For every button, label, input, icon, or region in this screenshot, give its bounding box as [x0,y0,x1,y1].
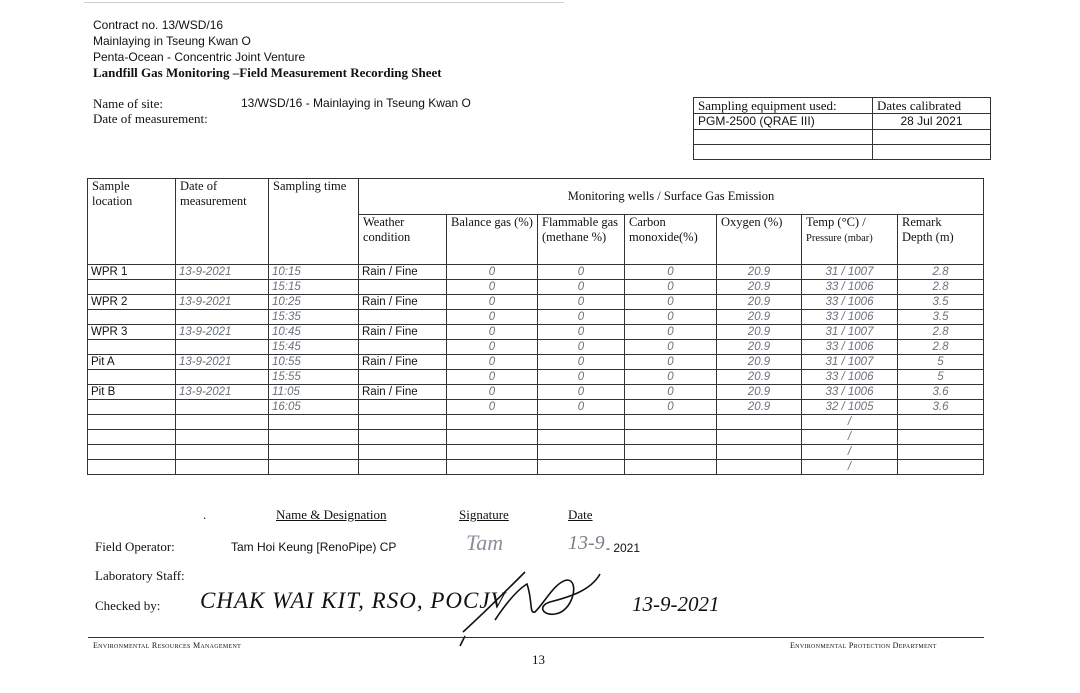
temp-pressure-cell: 32 / 1005 [802,400,898,415]
table-row [88,280,984,295]
sample-location-cell [88,340,176,355]
depth-cell: 2.8 [898,265,984,280]
oxygen-cell: 20.9 [717,280,802,295]
table-row [88,445,984,460]
site-name-label: Name of site: [93,96,164,111]
weather-cell: Rain / Fine [359,325,447,340]
document-header [93,17,442,81]
temp-pressure-cell: 33 / 1006 [802,295,898,310]
measurement-table [87,178,984,475]
measurement-date-label: Date of measurement: [93,111,208,126]
sample-location-cell [88,280,176,295]
temp-pressure-cell: 31 / 1007 [802,265,898,280]
depth-cell: 3.5 [898,310,984,325]
balance-gas-cell: 0 [447,385,538,400]
equipment-cell [694,145,873,160]
flammable-gas-cell: 0 [538,355,625,370]
date-cell: 13-9-2021 [176,355,269,370]
date-cell: 13-9-2021 [176,295,269,310]
table-row [88,340,984,355]
header-pressure: Pressure (mbar) [806,233,873,244]
header-oxygen: Oxygen (%) [717,215,802,265]
site-name-value: 13/WSD/16 - Mainlaying in Tseung Kwan O [241,96,471,110]
oxygen-cell: 20.9 [717,325,802,340]
carbon-monoxide-cell [625,415,717,430]
table-row [88,430,984,445]
sample-location-cell [88,370,176,385]
oxygen-cell: 20.9 [717,340,802,355]
weather-cell [359,445,447,460]
carbon-monoxide-cell [625,460,717,475]
carbon-monoxide-cell: 0 [625,385,717,400]
table-row [88,385,984,400]
depth-cell: 2.8 [898,340,984,355]
measurement-rows [88,265,984,475]
oxygen-cell: 20.9 [717,385,802,400]
flammable-gas-cell: 0 [538,295,625,310]
field-operator-date-handwritten: 13-9 [568,532,605,554]
sample-location-cell: Pit B [88,385,176,400]
header-temp: Temp (°C) / [806,215,866,229]
sample-location-cell [88,310,176,325]
signoff-dot: . [203,507,207,522]
sample-location-cell [88,400,176,415]
balance-gas-cell [447,445,538,460]
weather-cell [359,280,447,295]
header-monitoring-group: Monitoring wells / Surface Gas Emission [359,179,984,215]
temp-pressure-cell: 33 / 1006 [802,280,898,295]
oxygen-cell: 20.9 [717,310,802,325]
footer-left: Environmental Resources Management [93,641,242,650]
header-sample-location: Sample location [88,179,176,265]
oxygen-cell: 20.9 [717,400,802,415]
weather-cell: Rain / Fine [359,295,447,310]
flammable-gas-cell [538,430,625,445]
equipment-table [693,97,991,160]
table-row [88,265,984,280]
date-cell [176,340,269,355]
time-cell: 15:55 [269,370,359,385]
depth-cell [898,430,984,445]
date-cell: 13-9-2021 [176,265,269,280]
balance-gas-cell [447,430,538,445]
depth-cell [898,415,984,430]
checked-by-label: Checked by: [95,598,161,613]
weather-cell: Rain / Fine [359,355,447,370]
table-row [88,460,984,475]
checked-by-signature-scribble [455,562,605,652]
header-remark-depth [898,215,984,265]
lab-staff-label: Laboratory Staff: [95,568,185,583]
signoff-signature-header: Signature [459,507,509,522]
oxygen-cell: 20.9 [717,265,802,280]
sample-location-cell [88,460,176,475]
page-number: 13 [532,652,545,667]
flammable-gas-cell: 0 [538,310,625,325]
oxygen-cell: 20.9 [717,370,802,385]
time-cell: 15:35 [269,310,359,325]
temp-pressure-cell: / [802,445,898,460]
flammable-gas-cell: 0 [538,400,625,415]
field-operator-label: Field Operator: [95,539,175,554]
checked-by-date: 13-9-2021 [632,592,720,616]
depth-cell: 3.5 [898,295,984,310]
flammable-gas-cell: 0 [538,340,625,355]
table-row [88,370,984,385]
date-cell [176,445,269,460]
sample-location-cell [88,430,176,445]
flammable-gas-cell [538,445,625,460]
depth-cell: 3.6 [898,400,984,415]
table-row [88,310,984,325]
header-balance-gas: Balance gas (%) [447,215,538,265]
temp-pressure-cell: 33 / 1006 [802,370,898,385]
carbon-monoxide-cell [625,430,717,445]
flammable-gas-cell [538,415,625,430]
flammable-gas-cell [538,460,625,475]
weather-cell [359,430,447,445]
carbon-monoxide-cell: 0 [625,355,717,370]
depth-cell: 3.6 [898,385,984,400]
header-weather: Weather condition [359,215,447,265]
oxygen-cell [717,460,802,475]
header-remark: Remark [902,215,942,229]
signoff-name-header: Name & Designation [276,507,387,522]
equipment-cell [694,130,873,145]
balance-gas-cell: 0 [447,310,538,325]
time-cell: 10:55 [269,355,359,370]
carbon-monoxide-cell: 0 [625,295,717,310]
contract-number: Contract no. 13/WSD/16 [93,18,224,32]
table-row [88,325,984,340]
time-cell: 10:15 [269,265,359,280]
sample-location-cell: WPR 2 [88,295,176,310]
sheet-title: Landfill Gas Monitoring –Field Measurement Recording Sheet [93,65,442,80]
header-depth: Depth (m) [902,230,954,244]
weather-cell: Rain / Fine [359,385,447,400]
temp-pressure-cell: 31 / 1007 [802,355,898,370]
oxygen-cell [717,430,802,445]
calibration-cell: 28 Jul 2021 [873,114,991,130]
time-cell [269,430,359,445]
time-cell: 16:05 [269,400,359,415]
carbon-monoxide-cell: 0 [625,280,717,295]
flammable-gas-cell: 0 [538,325,625,340]
oxygen-cell [717,445,802,460]
carbon-monoxide-cell: 0 [625,340,717,355]
date-cell [176,280,269,295]
sample-location-cell: WPR 3 [88,325,176,340]
date-cell [176,415,269,430]
weather-cell [359,370,447,385]
depth-cell: 5 [898,355,984,370]
table-row [88,295,984,310]
balance-gas-cell: 0 [447,265,538,280]
weather-cell [359,415,447,430]
temp-pressure-cell: 33 / 1006 [802,385,898,400]
balance-gas-cell [447,460,538,475]
time-cell: 10:25 [269,295,359,310]
carbon-monoxide-cell: 0 [625,370,717,385]
field-operator-date-year: - 2021 [606,541,641,555]
temp-pressure-cell: / [802,430,898,445]
calibration-cell [873,145,991,160]
header-flammable-gas: Flammable gas (methane %) [538,215,625,265]
date-cell [176,370,269,385]
temp-pressure-cell: / [802,460,898,475]
header-sampling-time: Sampling time [269,179,359,265]
date-cell [176,430,269,445]
oxygen-cell: 20.9 [717,355,802,370]
balance-gas-cell: 0 [447,400,538,415]
equipment-header: Sampling equipment used: [694,98,873,114]
temp-pressure-cell: / [802,415,898,430]
carbon-monoxide-cell: 0 [625,310,717,325]
flammable-gas-cell: 0 [538,280,625,295]
depth-cell: 5 [898,370,984,385]
equipment-cell: PGM-2500 (QRAE III) [694,114,873,130]
sample-location-cell [88,445,176,460]
sample-location-cell [88,415,176,430]
calibration-cell [873,130,991,145]
carbon-monoxide-cell: 0 [625,325,717,340]
weather-cell [359,460,447,475]
time-cell: 15:15 [269,280,359,295]
date-cell [176,400,269,415]
flammable-gas-cell: 0 [538,265,625,280]
time-cell: 10:45 [269,325,359,340]
weather-cell: Rain / Fine [359,265,447,280]
temp-pressure-cell: 33 / 1006 [802,340,898,355]
time-cell [269,415,359,430]
field-operator-name: Tam Hoi Keung [RenoPipe) CP [231,540,397,554]
date-cell: 13-9-2021 [176,325,269,340]
weather-cell [359,310,447,325]
table-row [88,415,984,430]
carbon-monoxide-cell: 0 [625,265,717,280]
header-temp-pressure [802,215,898,265]
depth-cell [898,460,984,475]
time-cell: 15:45 [269,340,359,355]
time-cell [269,445,359,460]
calibration-header: Dates calibrated [873,98,991,114]
temp-pressure-cell: 33 / 1006 [802,310,898,325]
sample-location-cell: Pit A [88,355,176,370]
checked-by-handwritten-name: CHAK WAI KIT, RSO, POCJV [200,588,506,613]
time-cell: 11:05 [269,385,359,400]
flammable-gas-cell: 0 [538,370,625,385]
project-name: Mainlaying in Tseung Kwan O [93,34,251,48]
date-cell [176,310,269,325]
depth-cell: 2.8 [898,280,984,295]
balance-gas-cell [447,415,538,430]
balance-gas-cell: 0 [447,340,538,355]
footer-rule [88,637,984,638]
time-cell [269,460,359,475]
footer-right: Environmental Protection Department [790,641,937,650]
field-operator-signature: Tam [466,530,504,555]
flammable-gas-cell: 0 [538,385,625,400]
carbon-monoxide-cell: 0 [625,400,717,415]
table-row [88,355,984,370]
balance-gas-cell: 0 [447,325,538,340]
balance-gas-cell: 0 [447,280,538,295]
weather-cell [359,340,447,355]
header-carbon-monoxide: Carbon monoxide(%) [625,215,717,265]
carbon-monoxide-cell [625,445,717,460]
balance-gas-cell: 0 [447,370,538,385]
depth-cell: 2.8 [898,325,984,340]
contractor-name: Penta-Ocean - Concentric Joint Venture [93,50,306,64]
balance-gas-cell: 0 [447,295,538,310]
temp-pressure-cell: 31 / 1007 [802,325,898,340]
oxygen-cell: 20.9 [717,295,802,310]
top-rule [84,2,564,3]
date-cell: 13-9-2021 [176,385,269,400]
weather-cell [359,400,447,415]
signoff-date-header: Date [568,507,593,522]
depth-cell [898,445,984,460]
date-cell [176,460,269,475]
sample-location-cell: WPR 1 [88,265,176,280]
header-date-of-measurement: Date of measurement [176,179,269,265]
table-row [88,400,984,415]
oxygen-cell [717,415,802,430]
balance-gas-cell: 0 [447,355,538,370]
